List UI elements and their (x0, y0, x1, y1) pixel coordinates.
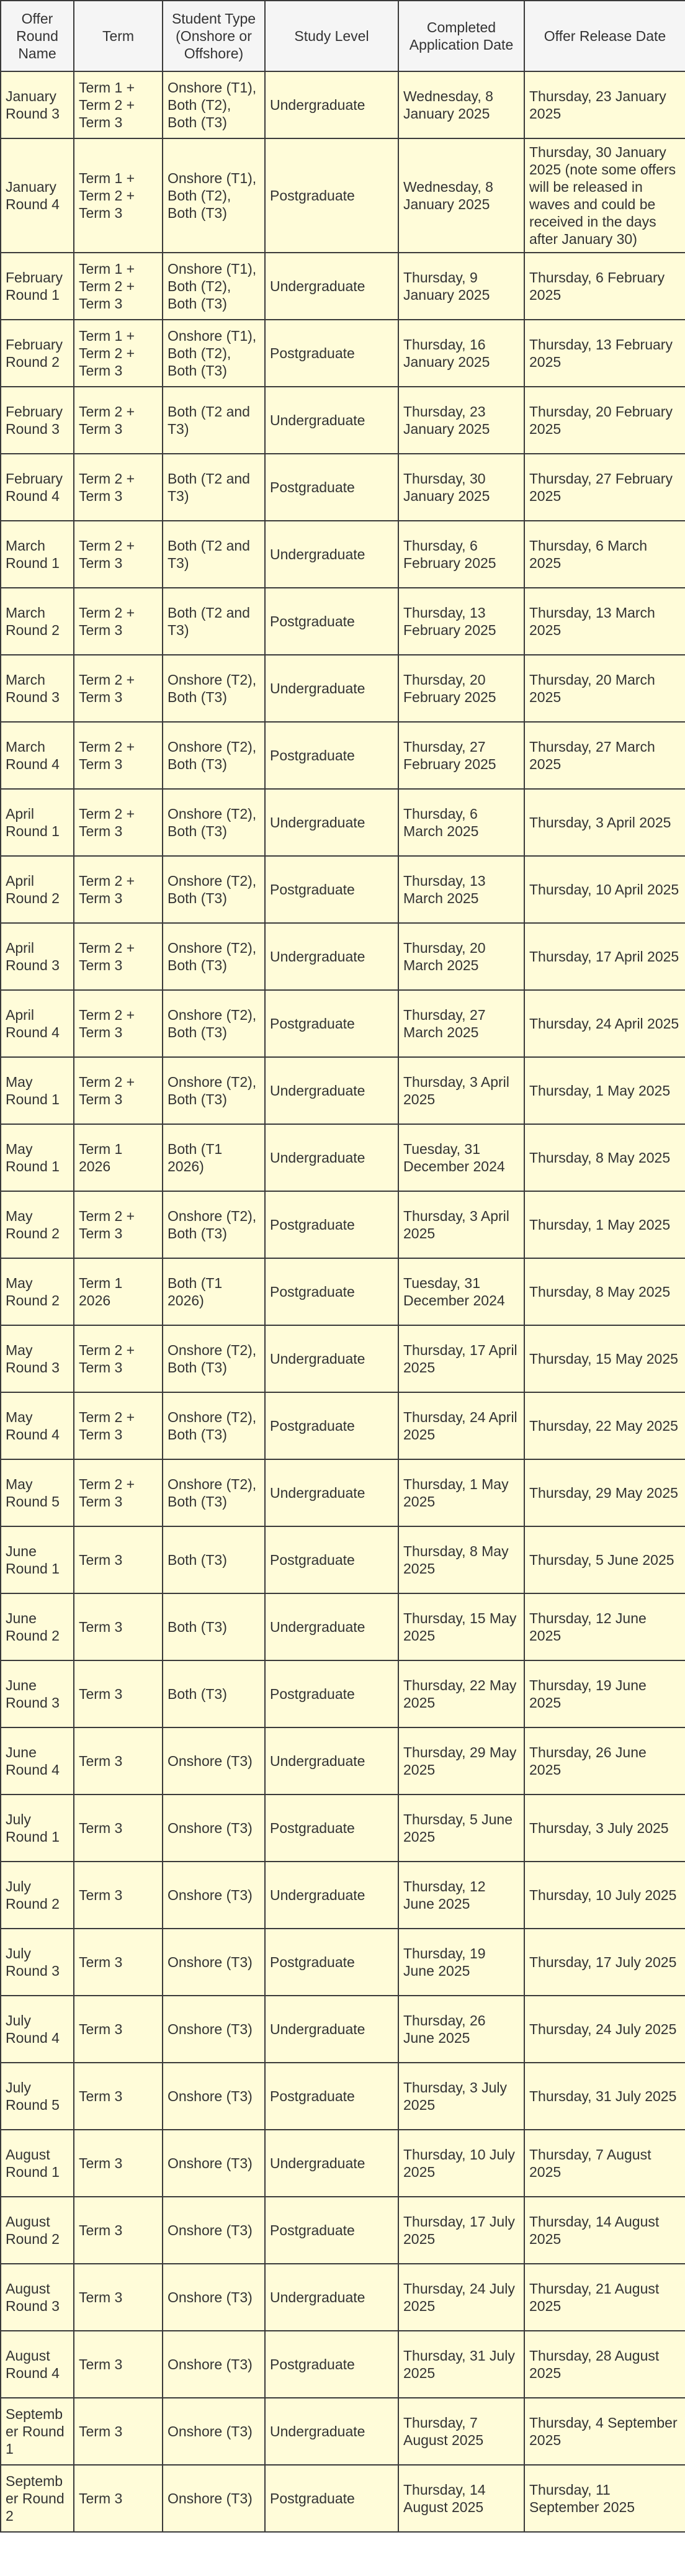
offer-release-date-cell: Thursday, 8 May 2025 (524, 1258, 685, 1325)
student-type-cell: Onshore (T3) (163, 2331, 265, 2398)
study-level-cell: Postgraduate (265, 856, 398, 923)
study-level-cell: Undergraduate (265, 1996, 398, 2063)
table-row (1, 320, 685, 387)
offer-round-name-cell: July Round 5 (1, 2063, 74, 2130)
offer-round-name-cell: February Round 3 (1, 387, 74, 454)
offer-release-date-cell: Thursday, 28 August 2025 (524, 2331, 685, 2398)
header-term: Term (74, 1, 163, 71)
completed-application-date-cell: Thursday, 6 March 2025 (398, 789, 524, 856)
term-cell: Term 2 + Term 3 (74, 856, 163, 923)
student-type-cell: Onshore (T1), Both (T2), Both (T3) (163, 71, 265, 138)
term-cell: Term 2 + Term 3 (74, 990, 163, 1057)
table-row (1, 1124, 685, 1191)
table-row (1, 71, 685, 138)
completed-application-date-cell: Thursday, 20 February 2025 (398, 655, 524, 722)
term-cell: Term 1 2026 (74, 1124, 163, 1191)
table-row (1, 1996, 685, 2063)
offer-round-name-cell: August Round 2 (1, 2197, 74, 2264)
offer-release-date-cell: Thursday, 10 April 2025 (524, 856, 685, 923)
offer-round-name-cell: August Round 1 (1, 2130, 74, 2197)
term-cell: Term 3 (74, 1526, 163, 1593)
offer-release-date-cell: Thursday, 26 June 2025 (524, 1727, 685, 1795)
term-cell: Term 2 + Term 3 (74, 923, 163, 990)
table-row (1, 2331, 685, 2398)
study-level-cell: Postgraduate (265, 1191, 398, 1258)
student-type-cell: Both (T1 2026) (163, 1124, 265, 1191)
study-level-cell: Undergraduate (265, 387, 398, 454)
student-type-cell: Onshore (T1), Both (T2), Both (T3) (163, 320, 265, 387)
table-row (1, 1526, 685, 1593)
student-type-cell: Onshore (T3) (163, 1996, 265, 2063)
study-level-cell: Undergraduate (265, 1459, 398, 1526)
study-level-cell: Undergraduate (265, 923, 398, 990)
offer-release-date-cell: Thursday, 14 August 2025 (524, 2197, 685, 2264)
table-row (1, 2398, 685, 2465)
offer-round-name-cell: May Round 1 (1, 1124, 74, 1191)
header-offer-release-date: Offer Release Date (524, 1, 685, 71)
offer-release-date-cell: Thursday, 1 May 2025 (524, 1191, 685, 1258)
offer-release-date-cell: Thursday, 8 May 2025 (524, 1124, 685, 1191)
student-type-cell: Onshore (T1), Both (T2), Both (T3) (163, 253, 265, 320)
student-type-cell: Onshore (T2), Both (T3) (163, 1459, 265, 1526)
completed-application-date-cell: Tuesday, 31 December 2024 (398, 1124, 524, 1191)
offer-release-date-cell: Thursday, 13 February 2025 (524, 320, 685, 387)
student-type-cell: Onshore (T3) (163, 2264, 265, 2331)
term-cell: Term 3 (74, 2063, 163, 2130)
completed-application-date-cell: Thursday, 13 February 2025 (398, 588, 524, 655)
completed-application-date-cell: Thursday, 6 February 2025 (398, 521, 524, 588)
table-row (1, 1862, 685, 1929)
offer-release-date-cell: Thursday, 23 January 2025 (524, 71, 685, 138)
table-row (1, 2264, 685, 2331)
term-cell: Term 2 + Term 3 (74, 1459, 163, 1526)
table-row (1, 856, 685, 923)
student-type-cell: Both (T2 and T3) (163, 454, 265, 521)
completed-application-date-cell: Thursday, 5 June 2025 (398, 1795, 524, 1862)
student-type-cell: Onshore (T3) (163, 2197, 265, 2264)
student-type-cell: Both (T3) (163, 1660, 265, 1727)
term-cell: Term 3 (74, 1996, 163, 2063)
table-row (1, 1459, 685, 1526)
offer-round-name-cell: March Round 4 (1, 722, 74, 789)
term-cell: Term 2 + Term 3 (74, 1392, 163, 1459)
offer-release-date-cell: Thursday, 19 June 2025 (524, 1660, 685, 1727)
term-cell: Term 2 + Term 3 (74, 387, 163, 454)
completed-application-date-cell: Thursday, 19 June 2025 (398, 1929, 524, 1996)
study-level-cell: Undergraduate (265, 655, 398, 722)
offer-round-name-cell: May Round 1 (1, 1057, 74, 1124)
table-body (1, 71, 685, 2532)
offer-release-date-cell: Thursday, 15 May 2025 (524, 1325, 685, 1392)
study-level-cell: Undergraduate (265, 1593, 398, 1660)
study-level-cell: Undergraduate (265, 2398, 398, 2465)
term-cell: Term 1 + Term 2 + Term 3 (74, 71, 163, 138)
offer-round-name-cell: March Round 1 (1, 521, 74, 588)
student-type-cell: Both (T3) (163, 1526, 265, 1593)
completed-application-date-cell: Thursday, 24 July 2025 (398, 2264, 524, 2331)
study-level-cell: Undergraduate (265, 2264, 398, 2331)
offer-release-date-cell: Thursday, 3 July 2025 (524, 1795, 685, 1862)
table-row (1, 1727, 685, 1795)
offer-release-date-cell: Thursday, 4 September 2025 (524, 2398, 685, 2465)
offer-round-name-cell: August Round 4 (1, 2331, 74, 2398)
study-level-cell: Postgraduate (265, 1258, 398, 1325)
table-row (1, 722, 685, 789)
completed-application-date-cell: Thursday, 27 February 2025 (398, 722, 524, 789)
study-level-cell: Undergraduate (265, 1124, 398, 1191)
study-level-cell: Undergraduate (265, 789, 398, 856)
student-type-cell: Onshore (T3) (163, 1795, 265, 1862)
completed-application-date-cell: Thursday, 27 March 2025 (398, 990, 524, 1057)
table-row (1, 1392, 685, 1459)
student-type-cell: Onshore (T1), Both (T2), Both (T3) (163, 138, 265, 253)
study-level-cell: Postgraduate (265, 2197, 398, 2264)
offer-round-name-cell: September Round 2 (1, 2465, 74, 2532)
completed-application-date-cell: Thursday, 12 June 2025 (398, 1862, 524, 1929)
study-level-cell: Postgraduate (265, 454, 398, 521)
offer-release-date-cell: Thursday, 6 March 2025 (524, 521, 685, 588)
student-type-cell: Onshore (T2), Both (T3) (163, 923, 265, 990)
student-type-cell: Onshore (T3) (163, 2465, 265, 2532)
completed-application-date-cell: Thursday, 17 April 2025 (398, 1325, 524, 1392)
term-cell: Term 3 (74, 1593, 163, 1660)
completed-application-date-cell: Thursday, 3 July 2025 (398, 2063, 524, 2130)
header-study-level: Study Level (265, 1, 398, 71)
term-cell: Term 3 (74, 2197, 163, 2264)
completed-application-date-cell: Thursday, 3 April 2025 (398, 1191, 524, 1258)
study-level-cell: Postgraduate (265, 2331, 398, 2398)
study-level-cell: Undergraduate (265, 253, 398, 320)
study-level-cell: Undergraduate (265, 2130, 398, 2197)
offer-release-date-cell: Thursday, 5 June 2025 (524, 1526, 685, 1593)
table-row (1, 2465, 685, 2532)
table-row (1, 521, 685, 588)
term-cell: Term 3 (74, 1660, 163, 1727)
completed-application-date-cell: Thursday, 8 May 2025 (398, 1526, 524, 1593)
offer-round-name-cell: May Round 3 (1, 1325, 74, 1392)
term-cell: Term 3 (74, 2130, 163, 2197)
offer-round-name-cell: July Round 1 (1, 1795, 74, 1862)
study-level-cell: Postgraduate (265, 2465, 398, 2532)
table-row (1, 2197, 685, 2264)
offer-round-name-cell: April Round 1 (1, 789, 74, 856)
completed-application-date-cell: Thursday, 3 April 2025 (398, 1057, 524, 1124)
student-type-cell: Onshore (T3) (163, 1929, 265, 1996)
completed-application-date-cell: Tuesday, 31 December 2024 (398, 1258, 524, 1325)
offer-release-date-cell: Thursday, 3 April 2025 (524, 789, 685, 856)
term-cell: Term 3 (74, 1727, 163, 1795)
offer-release-date-cell: Thursday, 22 May 2025 (524, 1392, 685, 1459)
offer-round-name-cell: May Round 2 (1, 1258, 74, 1325)
student-type-cell: Both (T2 and T3) (163, 588, 265, 655)
offer-round-name-cell: March Round 2 (1, 588, 74, 655)
student-type-cell: Onshore (T2), Both (T3) (163, 722, 265, 789)
offer-release-date-cell: Thursday, 12 June 2025 (524, 1593, 685, 1660)
header-completed-application-date: Completed Application Date (398, 1, 524, 71)
term-cell: Term 2 + Term 3 (74, 588, 163, 655)
offer-round-name-cell: May Round 4 (1, 1392, 74, 1459)
term-cell: Term 3 (74, 2398, 163, 2465)
term-cell: Term 2 + Term 3 (74, 1191, 163, 1258)
completed-application-date-cell: Wednesday, 8 January 2025 (398, 71, 524, 138)
offer-release-date-cell: Thursday, 11 September 2025 (524, 2465, 685, 2532)
study-level-cell: Postgraduate (265, 722, 398, 789)
study-level-cell: Undergraduate (265, 521, 398, 588)
offer-round-name-cell: August Round 3 (1, 2264, 74, 2331)
student-type-cell: Onshore (T3) (163, 2398, 265, 2465)
student-type-cell: Onshore (T3) (163, 1862, 265, 1929)
term-cell: Term 2 + Term 3 (74, 1325, 163, 1392)
offer-release-date-cell: Thursday, 27 March 2025 (524, 722, 685, 789)
table-row (1, 1258, 685, 1325)
term-cell: Term 1 + Term 2 + Term 3 (74, 138, 163, 253)
offer-release-date-cell: Thursday, 20 February 2025 (524, 387, 685, 454)
study-level-cell: Postgraduate (265, 1795, 398, 1862)
table-row (1, 990, 685, 1057)
student-type-cell: Onshore (T3) (163, 1727, 265, 1795)
offer-release-date-cell: Thursday, 13 March 2025 (524, 588, 685, 655)
header-student-type: Student Type (Onshore or Offshore) (163, 1, 265, 71)
student-type-cell: Onshore (T2), Both (T3) (163, 655, 265, 722)
student-type-cell: Both (T3) (163, 1593, 265, 1660)
offer-round-name-cell: June Round 1 (1, 1526, 74, 1593)
study-level-cell: Postgraduate (265, 2063, 398, 2130)
offer-release-date-cell: Thursday, 7 August 2025 (524, 2130, 685, 2197)
offer-round-name-cell: June Round 3 (1, 1660, 74, 1727)
offer-release-date-cell: Thursday, 27 February 2025 (524, 454, 685, 521)
offer-round-name-cell: May Round 2 (1, 1191, 74, 1258)
table-row (1, 2130, 685, 2197)
table-row (1, 1795, 685, 1862)
table-row (1, 1929, 685, 1996)
student-type-cell: Both (T2 and T3) (163, 521, 265, 588)
completed-application-date-cell: Thursday, 1 May 2025 (398, 1459, 524, 1526)
student-type-cell: Onshore (T2), Both (T3) (163, 1392, 265, 1459)
offer-round-name-cell: September Round 1 (1, 2398, 74, 2465)
student-type-cell: Onshore (T2), Both (T3) (163, 1191, 265, 1258)
completed-application-date-cell: Thursday, 20 March 2025 (398, 923, 524, 990)
study-level-cell: Undergraduate (265, 1057, 398, 1124)
completed-application-date-cell: Wednesday, 8 January 2025 (398, 138, 524, 253)
table-row (1, 253, 685, 320)
table-header (1, 1, 685, 71)
term-cell: Term 1 2026 (74, 1258, 163, 1325)
completed-application-date-cell: Thursday, 24 April 2025 (398, 1392, 524, 1459)
completed-application-date-cell: Thursday, 26 June 2025 (398, 1996, 524, 2063)
offer-round-name-cell: March Round 3 (1, 655, 74, 722)
offer-round-name-cell: May Round 5 (1, 1459, 74, 1526)
table-row (1, 1191, 685, 1258)
completed-application-date-cell: Thursday, 23 January 2025 (398, 387, 524, 454)
table-row (1, 454, 685, 521)
completed-application-date-cell: Thursday, 22 May 2025 (398, 1660, 524, 1727)
student-type-cell: Onshore (T2), Both (T3) (163, 990, 265, 1057)
completed-application-date-cell: Thursday, 13 March 2025 (398, 856, 524, 923)
term-cell: Term 3 (74, 2264, 163, 2331)
term-cell: Term 2 + Term 3 (74, 722, 163, 789)
offer-release-date-cell: Thursday, 1 May 2025 (524, 1057, 685, 1124)
table-row (1, 387, 685, 454)
term-cell: Term 1 + Term 2 + Term 3 (74, 320, 163, 387)
table-row (1, 789, 685, 856)
term-cell: Term 3 (74, 2331, 163, 2398)
table-row (1, 1660, 685, 1727)
study-level-cell: Postgraduate (265, 138, 398, 253)
offer-round-name-cell: April Round 3 (1, 923, 74, 990)
term-cell: Term 2 + Term 3 (74, 1057, 163, 1124)
term-cell: Term 2 + Term 3 (74, 521, 163, 588)
term-cell: Term 3 (74, 1929, 163, 1996)
study-level-cell: Postgraduate (265, 588, 398, 655)
offer-release-date-cell: Thursday, 29 May 2025 (524, 1459, 685, 1526)
offer-round-name-cell: January Round 4 (1, 138, 74, 253)
offer-round-name-cell: April Round 4 (1, 990, 74, 1057)
completed-application-date-cell: Thursday, 14 August 2025 (398, 2465, 524, 2532)
offer-release-date-cell: Thursday, 10 July 2025 (524, 1862, 685, 1929)
offer-release-date-cell: Thursday, 21 August 2025 (524, 2264, 685, 2331)
study-level-cell: Postgraduate (265, 1929, 398, 1996)
student-type-cell: Both (T2 and T3) (163, 387, 265, 454)
study-level-cell: Postgraduate (265, 1526, 398, 1593)
table-row (1, 588, 685, 655)
study-level-cell: Undergraduate (265, 1727, 398, 1795)
table-row (1, 1593, 685, 1660)
offer-release-date-cell: Thursday, 31 July 2025 (524, 2063, 685, 2130)
term-cell: Term 3 (74, 1795, 163, 1862)
study-level-cell: Undergraduate (265, 71, 398, 138)
completed-application-date-cell: Thursday, 9 January 2025 (398, 253, 524, 320)
student-type-cell: Onshore (T3) (163, 2130, 265, 2197)
term-cell: Term 3 (74, 1862, 163, 1929)
term-cell: Term 2 + Term 3 (74, 655, 163, 722)
student-type-cell: Onshore (T2), Both (T3) (163, 1057, 265, 1124)
study-level-cell: Postgraduate (265, 320, 398, 387)
offer-round-name-cell: February Round 4 (1, 454, 74, 521)
term-cell: Term 1 + Term 2 + Term 3 (74, 253, 163, 320)
offer-round-name-cell: July Round 3 (1, 1929, 74, 1996)
student-type-cell: Both (T1 2026) (163, 1258, 265, 1325)
offer-round-name-cell: April Round 2 (1, 856, 74, 923)
term-cell: Term 2 + Term 3 (74, 789, 163, 856)
completed-application-date-cell: Thursday, 31 July 2025 (398, 2331, 524, 2398)
offer-release-date-cell: Thursday, 20 March 2025 (524, 655, 685, 722)
header-row (1, 1, 685, 71)
offer-round-name-cell: June Round 4 (1, 1727, 74, 1795)
study-level-cell: Postgraduate (265, 1392, 398, 1459)
term-cell: Term 2 + Term 3 (74, 454, 163, 521)
table-row (1, 923, 685, 990)
table-row (1, 1325, 685, 1392)
completed-application-date-cell: Thursday, 15 May 2025 (398, 1593, 524, 1660)
header-offer-round-name: Offer Round Name (1, 1, 74, 71)
table-row (1, 2063, 685, 2130)
study-level-cell: Postgraduate (265, 1660, 398, 1727)
student-type-cell: Onshore (T2), Both (T3) (163, 1325, 265, 1392)
completed-application-date-cell: Thursday, 10 July 2025 (398, 2130, 524, 2197)
offer-round-name-cell: February Round 2 (1, 320, 74, 387)
offer-round-name-cell: January Round 3 (1, 71, 74, 138)
offer-release-date-cell: Thursday, 24 July 2025 (524, 1996, 685, 2063)
table-row (1, 1057, 685, 1124)
completed-application-date-cell: Thursday, 17 July 2025 (398, 2197, 524, 2264)
completed-application-date-cell: Thursday, 30 January 2025 (398, 454, 524, 521)
table-row (1, 138, 685, 253)
offer-release-date-cell: Thursday, 17 July 2025 (524, 1929, 685, 1996)
offer-round-name-cell: July Round 2 (1, 1862, 74, 1929)
study-level-cell: Undergraduate (265, 1325, 398, 1392)
offer-release-date-cell: Thursday, 17 April 2025 (524, 923, 685, 990)
table-row (1, 655, 685, 722)
term-cell: Term 3 (74, 2465, 163, 2532)
completed-application-date-cell: Thursday, 7 August 2025 (398, 2398, 524, 2465)
study-level-cell: Postgraduate (265, 990, 398, 1057)
offer-round-name-cell: July Round 4 (1, 1996, 74, 2063)
offer-round-name-cell: February Round 1 (1, 253, 74, 320)
offer-release-date-cell: Thursday, 30 January 2025 (note some offers will be released in waves and could be received in the days after January 30) (524, 138, 685, 253)
offer-round-name-cell: June Round 2 (1, 1593, 74, 1660)
offer-release-date-cell: Thursday, 24 April 2025 (524, 990, 685, 1057)
offer-release-date-cell: Thursday, 6 February 2025 (524, 253, 685, 320)
study-level-cell: Undergraduate (265, 1862, 398, 1929)
completed-application-date-cell: Thursday, 29 May 2025 (398, 1727, 524, 1795)
completed-application-date-cell: Thursday, 16 January 2025 (398, 320, 524, 387)
student-type-cell: Onshore (T2), Both (T3) (163, 789, 265, 856)
student-type-cell: Onshore (T2), Both (T3) (163, 856, 265, 923)
student-type-cell: Onshore (T3) (163, 2063, 265, 2130)
